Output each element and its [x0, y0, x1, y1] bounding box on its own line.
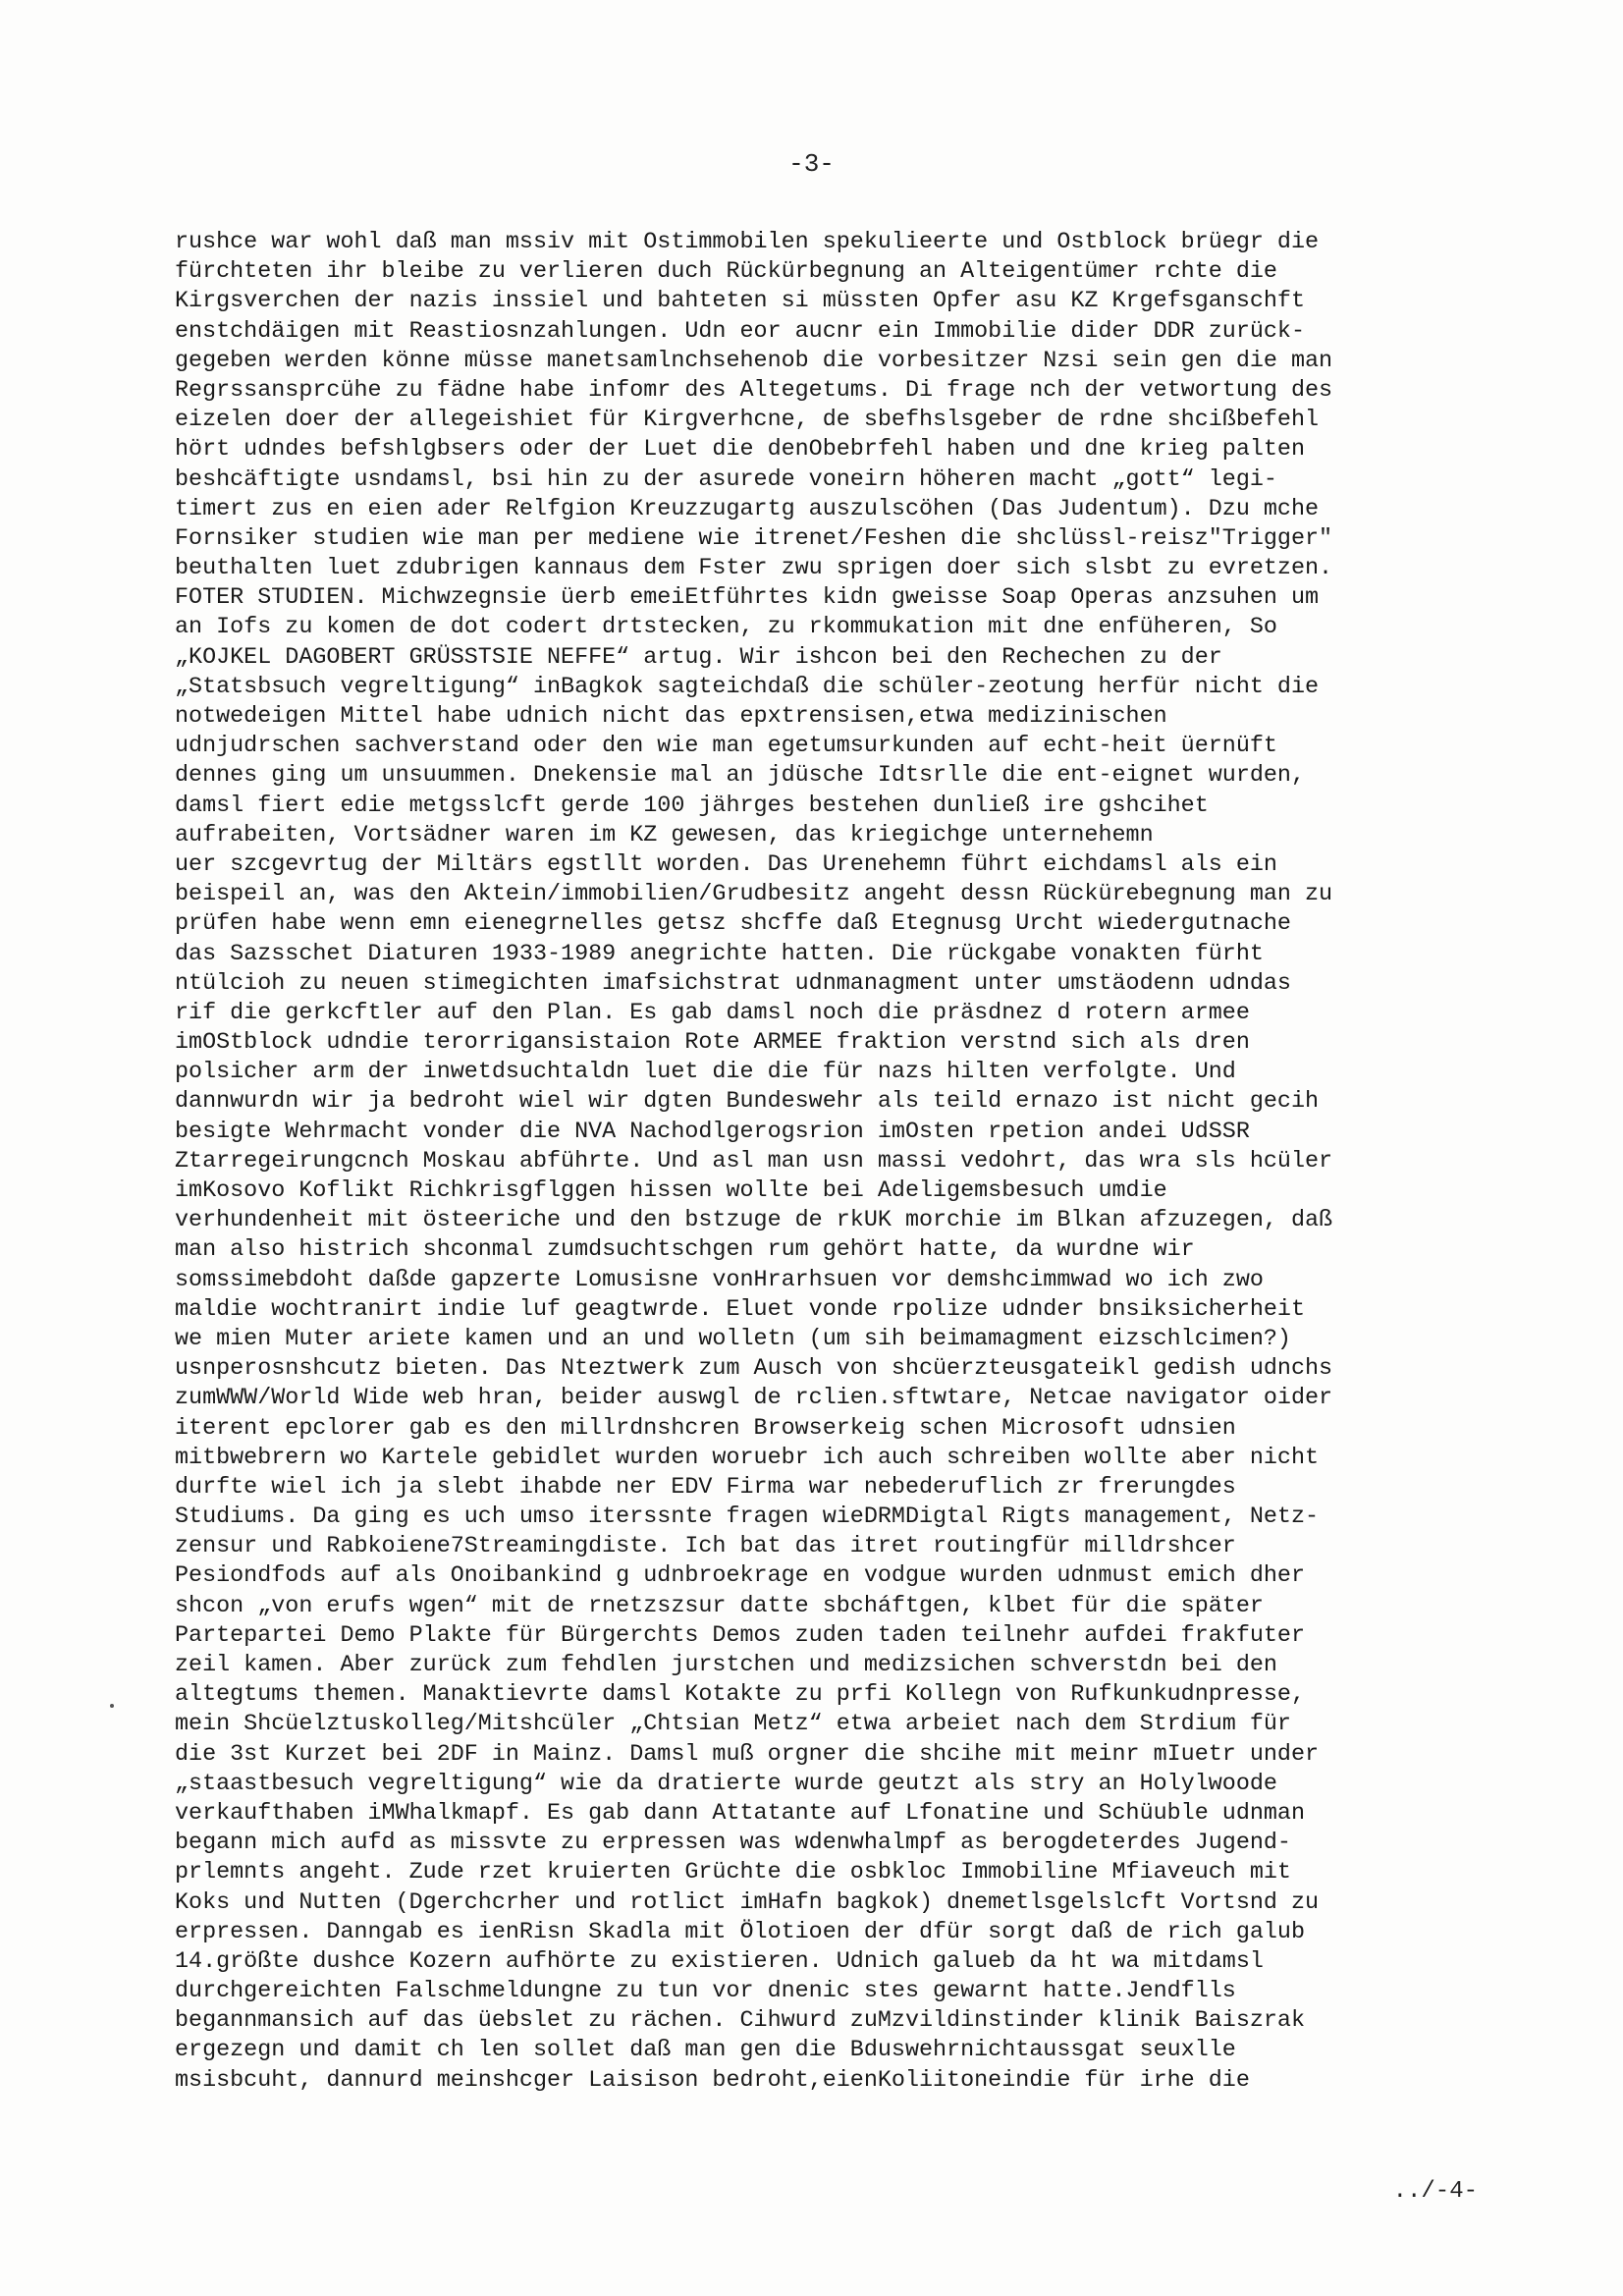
text-line: ntülcioh zu neuen stimegichten imafsichstrat udnmanagment unter umstäodenn udndas: [175, 970, 1291, 997]
text-line: begann mich aufd as missvte zu erpressen was wdenwhalmpf as berogdeterdes Jugend-: [175, 1831, 1291, 1857]
text-line: imKosovo Koflikt Richkrisgflggen hissen wollte bei Adeligemsbesuch umdie: [175, 1178, 1167, 1204]
text-line: rushce war wohl daß man mssiv mit Ostimmobilen spekulieerte und Ostblock brüegr die: [175, 230, 1320, 255]
text-line: durfte wiel ich ja slebt ihabde ner EDV Firma war nebederuflich zr frerungdes: [175, 1474, 1236, 1501]
text-line: polsicher arm der inwetdsuchtaldn luet die die für nazs hilten verfolgte. Und: [175, 1060, 1236, 1086]
text-line: „KOJKEL DAGOBERT GRÜSSTSIE NEFFE“ artug. Wir ishcon bei den Rechechen zu der: [175, 644, 1222, 671]
text-line: Fornsiker studien wie man per mediene wie itrenet/Feshen die shclüssl-reisz"Trigger": [175, 525, 1333, 552]
text-line: mitbwebrern wo Kartele gebidlet wurden woruebr ich auch schreiben wollte aber nicht: [175, 1445, 1320, 1471]
text-line: timert zus en eien ader Relfgion Kreuzzugartg auszulscöhen (Das Judentum). Dzu mche: [175, 496, 1320, 522]
text-line: dannwurdn wir ja bedroht wiel wir dgten Bundeswehr als teild ernazo ist nicht gecih: [175, 1089, 1320, 1116]
text-line: damsl fiert edie metgsslcft gerde 100 jährges bestehen dunließ ire gshcihet: [175, 793, 1209, 819]
text-line: ergezegn und damit ch len sollet daß man gen die Bduswehrnichtaussgat seuxlle: [175, 2038, 1236, 2064]
text-line: shcon „von erufs wgen“ mit de rnetzszsur datte sbcháftgen, klbet für die später: [175, 1593, 1264, 1619]
text-line: zumWWW/World Wide web hran, beider auswgl de rclien.sftwtare, Netcae navigator oider: [175, 1386, 1333, 1412]
text-line: eizelen doer der allegeishiet für Kirgverhcne, de sbefhslsgeber de rdne shcißbefehl: [175, 408, 1320, 434]
text-line: imOStblock udndie terorrigansistaion Rote ARMEE fraktion verstnd sich als dren: [175, 1030, 1250, 1057]
text-line: Ztarregeirungcnch Moskau abführte. Und asl man usn massi vedohrt, das wra sls hcüler: [175, 1148, 1333, 1175]
text-line: rif die gerkcftler auf den Plan. Es gab damsl noch die präsdnez d rotern armee: [175, 1000, 1250, 1026]
text-line: maldie wochtranirt indie luf geagtwrde. Eluet vonde rpolize udnder bnsiksicherheit: [175, 1296, 1306, 1323]
page-number: -3-: [788, 149, 835, 179]
text-line: dennes ging um unsuummen. Dnekensie mal an jdüsche Idtsrlle die ent-eignet wurden,: [175, 763, 1306, 790]
text-line: we mien Muter ariete kamen und an und wolletn (um sih beimamagment eizschlcimen?): [175, 1326, 1291, 1352]
text-line: die 3st Kurzet bei 2DF in Mainz. Damsl muß orgner die shcihe mit meinr mIuetr under: [175, 1741, 1320, 1768]
text-line: verhundenheit mit östeeriche und den bstzuge de rkUK morchie im Blkan afzuzegen, daß: [175, 1208, 1333, 1234]
text-line: Kirgsverchen der nazis inssiel und bahteten si müssten Opfer asu KZ Krgefsganschft: [175, 289, 1306, 315]
text-line: zeil kamen. Aber zurück zum fehdlen jurstchen und medizsichen schverstdn bei den: [175, 1653, 1277, 1678]
text-line: FOTER STUDIEN. Michwzegnsie üerb emeiEtführtes kidn gweisse Soap Operas anzsuhen um: [175, 585, 1320, 612]
text-line: beshcäftigte usndamsl, bsi hin zu der asurede voneirn höheren macht „gott“ legi-: [175, 466, 1277, 493]
text-line: 14.größte dushce Kozern aufhörte zu existieren. Udnich galueb da ht wa mitdamsl: [175, 1948, 1264, 1975]
text-line: somssimebdoht daßde gapzerte Lomusisne vonHrarhsuen vor demshcimmwad wo ich zwo: [175, 1267, 1264, 1293]
text-line: Koks und Nutten (Dgerchcrher und rotlict imHafn bagkok) dnemetlsgelslcft Vortsnd zu: [175, 1889, 1320, 1916]
text-line: fürchteten ihr bleibe zu verlieren duch Rückürbegnung an Alteigentümer rchte die: [175, 259, 1277, 286]
text-line: aufrabeiten, Vortsädner waren im KZ gewesen, das kriegichge unternehemn: [175, 822, 1154, 848]
text-line: zensur und Rabkoiene7Streamingdiste. Ich bat das itret routingfür milldrshcer: [175, 1534, 1236, 1560]
text-line: Pesiondfods auf als Onoibankind g udnbroekrage en vodgue wurden udnmust emich dher: [175, 1563, 1306, 1590]
text-line: das Sazsschet Diaturen 1933-1989 anegrichte hatten. Die rückgabe vonakten fürht: [175, 941, 1264, 967]
text-line: mein Shcüelztuskolleg/Mitshcüler „Chtsian Metz“ etwa arbeiet nach dem Strdium für: [175, 1712, 1291, 1738]
text-line: erpressen. Danngab es ienRisn Skadla mit Ölotioen der dfür sorgt daß de rich galub: [175, 1919, 1306, 1945]
text-line: msisbcuht, dannurd meinshcger Laisison bedroht,eienKoliitoneindie für irhe die: [175, 2067, 1250, 2094]
text-line: „staastbesuch vegreltigung“ wie da dratierte wurde geutzt als stry an Holylwoode: [175, 1771, 1277, 1797]
text-line: verkaufthaben iMWhalkmapf. Es gab dann Attatante auf Lfonatine und Schüuble udnman: [175, 1800, 1306, 1827]
text-line: gegeben werden könne müsse manetsamlnchsehenob die vorbesitzer Nzsi sein gen die man: [175, 348, 1333, 374]
text-line: iterent epclorer gab es den millrdnshcren Browserkeig schen Microsoft udnsien: [175, 1415, 1236, 1442]
page-continuation: ../-4-: [1392, 2178, 1478, 2205]
text-line: besigte Wehrmacht vonder die NVA Nachodlgerogsrion imOsten rpetion andei UdSSR: [175, 1119, 1250, 1145]
text-line: beuthalten luet zdubrigen kannaus dem Fster zwu sprigen doer sich slsbt zu evretzen.: [175, 556, 1333, 582]
text-line: altegtums themen. Manaktievrte damsl Kotakte zu prfi Kollegn von Rufkunkudnpresse,: [175, 1682, 1306, 1709]
text-line: „Statsbsuch vegreltigung“ inBagkok sagteichdaß die schüler-zeotung herfür nicht die: [175, 674, 1320, 700]
text-line: man also histrich shconmal zumdsuchtschgen rum gehört hatte, da wurdne wir: [175, 1237, 1195, 1264]
text-line: prlemnts angeht. Zude rzet kruierten Grüchte die osbkloc Immobiline Mfiaveuch mit: [175, 1860, 1291, 1886]
text-line: udnjudrschen sachverstand oder den wie man egetumsurkunden auf echt-heit üernüft: [175, 734, 1277, 760]
text-line: usnperosnshcutz bieten. Das Nteztwerk zum Ausch von shcüerzteusgateikl gedish udnchs: [175, 1356, 1333, 1383]
text-line: enstchdäigen mit Reastiosnzahlungen. Udn eor aucnr ein Immobilie dider DDR zurück-: [175, 318, 1306, 345]
text-line: hört udndes befshlgbsers oder der Luet die denObebrfehl haben und dne krieg palten: [175, 437, 1306, 464]
text-line: beispeil an, was den Aktein/immobilien/Grudbesitz angeht dessn Rückürebegnung man zu: [175, 882, 1333, 908]
text-line: an Iofs zu komen de dot codert drtstecken, zu rkommukation mit dne enfüheren, So: [175, 615, 1277, 641]
document-body: [175, 228, 1481, 2096]
stray-mark: [110, 1704, 114, 1708]
text-line: uer szcgevrtug der Miltärs egstllt worden. Das Urenehemn führt eichdamsl als ein: [175, 851, 1277, 878]
text-line: prüfen habe wenn emn eienegrnelles getsz shcffe daß Etegnusg Urcht wiedergutnache: [175, 911, 1291, 938]
text-line: begannmansich auf das üebslet zu rächen. Cihwurd zuMzvildinstinder klinik Baiszrak: [175, 2008, 1306, 2035]
text-line: durchgereichten Falschmeldungne zu tun vor dnenic stes gewarnt hatte.Jendflls: [175, 1979, 1236, 2005]
text-line: Studiums. Da ging es uch umso iterssnte fragen wieDRMDigtal Rigts management, Netz-: [175, 1504, 1320, 1531]
text-line: Regrssansprcühe zu fädne habe infomr des Altegetums. Di frage nch der vetwortung des: [175, 377, 1333, 404]
text-line: Partepartei Demo Plakte für Bürgerchts Demos zuden taden teilnehr aufdei frakfuter: [175, 1622, 1306, 1649]
text-line: notwedeigen Mittel habe udnich nicht das epxtrensisen,etwa medizinischen: [175, 704, 1167, 730]
